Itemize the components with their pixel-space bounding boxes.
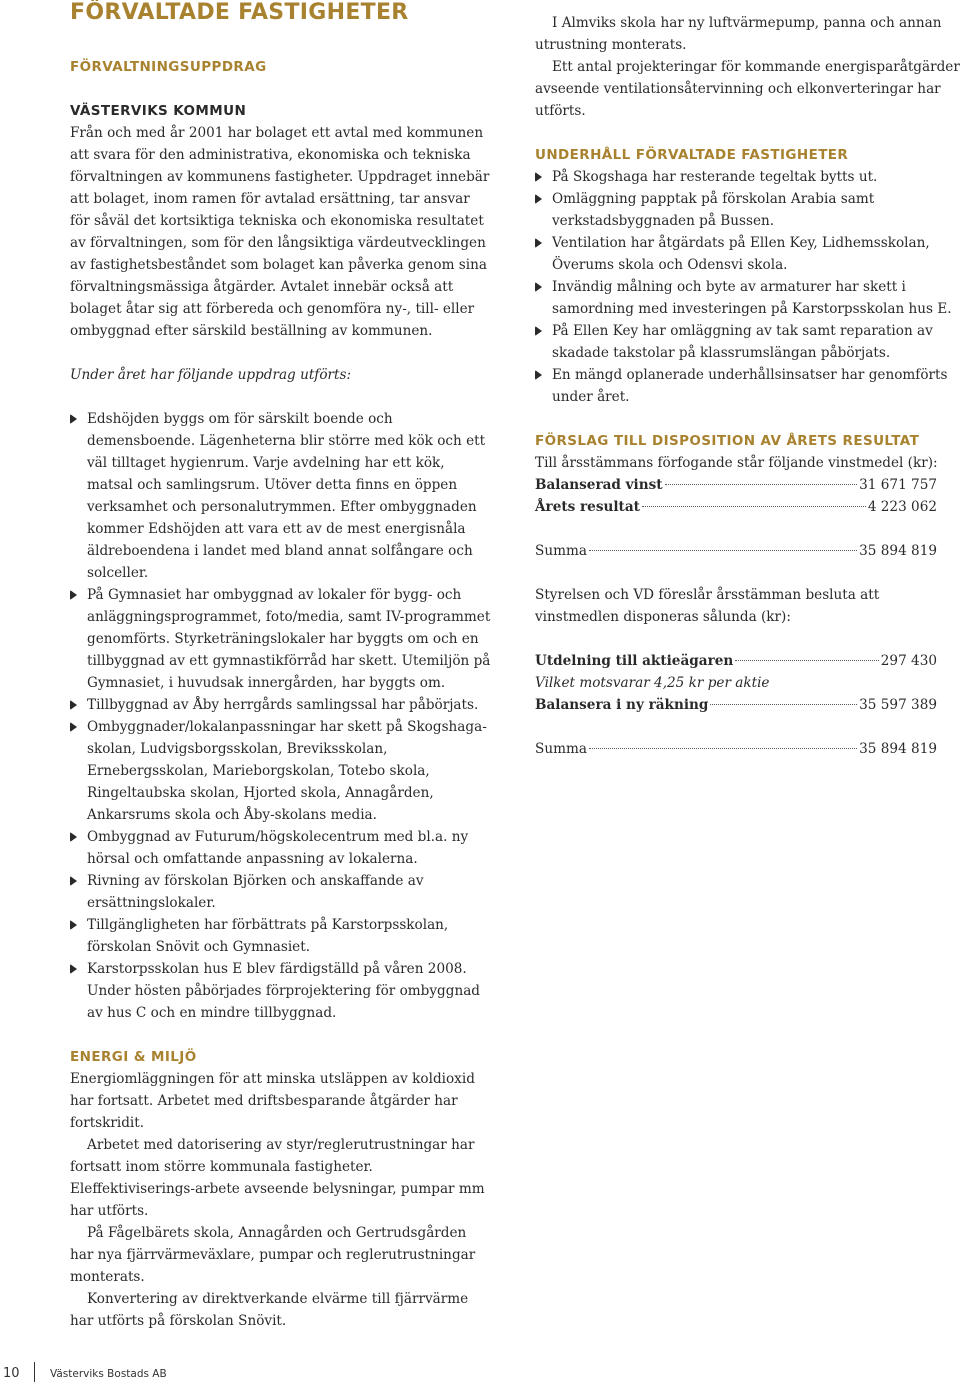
dot-leader bbox=[735, 660, 879, 661]
table-row bbox=[535, 474, 937, 496]
energy-paragraph: Konvertering av direktverkande elvärme till fjärrvärme har utförts på förskolan Snövit. bbox=[70, 1291, 469, 1329]
table-row bbox=[535, 694, 937, 716]
bullet-icon bbox=[535, 326, 542, 336]
bullet-icon bbox=[70, 832, 77, 842]
bullet-icon bbox=[70, 876, 77, 886]
list-item: På Gymnasiet har ombyggnad av lokaler för bygg- och anläggningsprogrammet, foto/media, samt IV-programmet genomförts. Styrketräningslokaler har byggts om och en tillbyggnad av ett gymnastikförråd har skett. Utemiljön på Gymnasiet, i huvudsak innergården, har byggts om. bbox=[70, 584, 492, 694]
proposal-intro: Till årsstämmans förfogande står följande vinstmedel (kr): bbox=[535, 455, 938, 471]
continued-paragraph: Ett antal projekteringar för kommande energisparåtgärder avseende ventilationsåtervinning och elkonverteringar har utförts. bbox=[535, 59, 960, 119]
list-item: Ombyggnader/lokalanpassningar har skett på Skogshaga-skolan, Ludvigsborgsskolan, Breviksskolan, Ernebergsskolan, Marieborgskolan, Totebo skola, Ringeltaubska skolan, Hjorted skola, Annagården, Ankarsrums skola och Åby-skolans media. bbox=[70, 716, 492, 826]
energy-paragraph: Arbetet med datorisering av styr/reglerutrustningar har fortsatt inom större kommunala fastigheter. Eleffektiviserings-arbete avseende belysningar, pumpar mm har utförts. bbox=[70, 1137, 485, 1219]
row-label: Utdelning till aktieägaren bbox=[535, 653, 734, 669]
row-label: Balanserad vinst bbox=[535, 477, 663, 493]
left-column bbox=[70, 56, 492, 1332]
during-year-label: Under året har följande uppdrag utförts: bbox=[70, 367, 352, 383]
footer-divider bbox=[34, 1362, 35, 1382]
bullet-icon bbox=[70, 920, 77, 930]
list-item: Ventilation har åtgärdats på Ellen Key, Lidhemsskolan, Överums skola och Odensvi skola. bbox=[535, 232, 960, 276]
board-proposal-text: Styrelsen och VD föreslår årsstämman besluta att vinstmedlen disponeras sålunda (kr): bbox=[535, 587, 880, 625]
list-item: Ombyggnad av Futurum/högskolecentrum med bl.a. ny hörsal och omfattande anpassning av lokalerna. bbox=[70, 826, 492, 870]
page-number: 10 bbox=[3, 1366, 20, 1381]
list-item: Tillgängligheten har förbättrats på Karstorpsskolan, förskolan Snövit och Gymnasiet. bbox=[70, 914, 492, 958]
row-value: 297 430 bbox=[880, 653, 937, 669]
bullet-icon bbox=[70, 590, 77, 600]
bullet-icon bbox=[70, 414, 77, 424]
table-row bbox=[535, 650, 937, 672]
row-label: Summa bbox=[535, 741, 587, 757]
dot-leader bbox=[642, 506, 866, 507]
bullet-icon bbox=[70, 964, 77, 974]
per-share-note: Vilket motsvarar 4,25 kr per aktie bbox=[535, 675, 770, 691]
list-item: Tillbyggnad av Åby herrgårds samlingssal har påbörjats. bbox=[70, 694, 492, 716]
list-item: Rivning av förskolan Björken och anskaffande av ersättningslokaler. bbox=[70, 870, 492, 914]
row-value: 35 597 389 bbox=[859, 697, 937, 713]
sum-row bbox=[535, 738, 937, 760]
sum-row bbox=[535, 540, 937, 562]
list-item: En mängd oplanerade underhållsinsatser har genomförts under året. bbox=[535, 364, 960, 408]
bullet-icon bbox=[535, 238, 542, 248]
energy-paragraph: På Fågelbärets skola, Annagården och Gertrudsgården har nya fjärrvärmeväxlare, pumpar och reglerutrustningar monterats. bbox=[70, 1225, 476, 1285]
bullet-icon bbox=[535, 194, 542, 204]
dot-leader bbox=[589, 550, 857, 551]
row-label: Summa bbox=[535, 543, 587, 559]
bullet-icon bbox=[70, 722, 77, 732]
publisher-name: Västerviks Bostads AB bbox=[50, 1368, 167, 1380]
maintenance-list bbox=[535, 166, 960, 408]
section-title-energi-miljo: ENERGI & MILJÖ bbox=[70, 1049, 197, 1065]
list-item: Karstorpsskolan hus E blev färdigställd på våren 2008. Under hösten påbörjades förprojektering för ombyggnad av hus C och en mindre tillbyggnad. bbox=[70, 958, 492, 1024]
section-title-forslag: FÖRSLAG TILL DISPOSITION AV ÅRETS RESULTAT bbox=[535, 433, 920, 449]
list-item: Omläggning papptak på förskolan Arabia samt verkstadsbyggnaden på Bussen. bbox=[535, 188, 960, 232]
list-item: Edshöjden byggs om för särskilt boende och demensboende. Lägenheterna blir större med kök och ett väl tilltaget hygienrum. Varje avdelning har ett kök, matsal och samlingsrum. Utöver detta finns en öppen verksamhet och personalutrymmen. Efter ombyggnaden kommer Edshöjden att vara ett av de mest energisnåla äldreboendena i landet med bland annat solfångare och solceller. bbox=[70, 408, 492, 584]
table-row bbox=[535, 496, 937, 518]
dot-leader bbox=[710, 704, 857, 705]
intro-paragraph: Från och med år 2001 har bolaget ett avtal med kommunen att svara för den administrativa, ekonomiska och tekniska förvaltningen av kommunens fastigheter. Uppdraget innebär att bolaget, inom ramen för avtalad ersättning, tar ansvar för såväl det kortsiktiga tekniska och ekonomiska resultatet av förvaltningen, som för den långsiktiga värdeutvecklingen av fastighetsbeståndet som bolaget kan påverka genom sina förvaltningsmässiga åtgärder. Avtalet innebär också att bolaget åtar sig att förbereda och genomföra ny-, till- eller ombyggnad efter särskild beställning av kommunen. bbox=[70, 125, 490, 339]
row-value: 35 894 819 bbox=[859, 741, 937, 757]
row-value: 4 223 062 bbox=[867, 499, 937, 515]
list-item: På Ellen Key har omläggning av tak samt reparation av skadade takstolar på klassrumslängan påbörjats. bbox=[535, 320, 960, 364]
assignment-list bbox=[70, 408, 492, 1024]
row-value: 31 671 757 bbox=[859, 477, 937, 493]
section-title-underhall: UNDERHÅLL FÖRVALTADE FASTIGHETER bbox=[535, 147, 849, 163]
page-heading: FÖRVALTADE FASTIGHETER bbox=[70, 0, 409, 25]
continued-paragraph: I Almviks skola har ny luftvärmepump, panna och annan utrustning monterats. bbox=[535, 15, 942, 53]
subsection-title-vasterviks-kommun: VÄSTERVIKS KOMMUN bbox=[70, 103, 247, 119]
row-value: 35 894 819 bbox=[859, 543, 937, 559]
dot-leader bbox=[589, 748, 857, 749]
section-title-forvaltningsuppdrag: FÖRVALTNINGSUPPDRAG bbox=[70, 59, 267, 75]
row-label: Balansera i ny räkning bbox=[535, 697, 709, 713]
bullet-icon bbox=[535, 370, 542, 380]
dot-leader bbox=[665, 484, 858, 485]
energy-paragraph: Energiomläggningen för att minska utsläppen av koldioxid har fortsatt. Arbetet med driftsbesparande åtgärder har fortskridit. bbox=[70, 1071, 475, 1131]
bullet-icon bbox=[535, 172, 542, 182]
bullet-icon bbox=[70, 700, 77, 710]
right-column bbox=[535, 12, 960, 760]
list-item: Invändig målning och byte av armaturer har skett i samordning med investeringen på Karstorpsskolan hus E. bbox=[535, 276, 960, 320]
bullet-icon bbox=[535, 282, 542, 292]
list-item: På Skogshaga har resterande tegeltak bytts ut. bbox=[535, 166, 960, 188]
row-label: Årets resultat bbox=[535, 499, 640, 515]
